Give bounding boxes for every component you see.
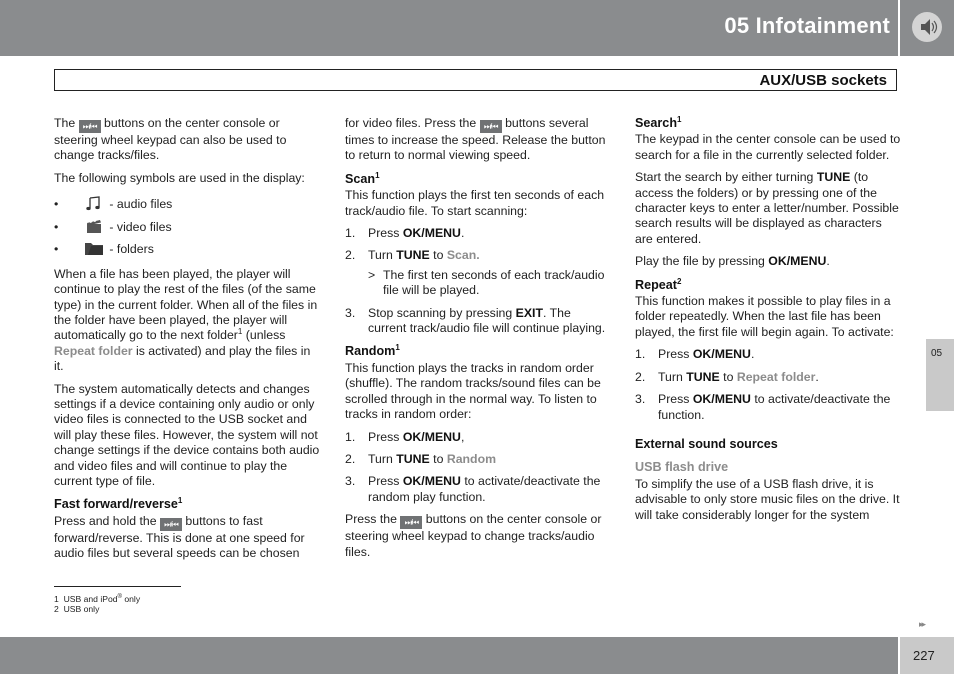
scan-steps <box>345 226 611 264</box>
next-prev-buttons-icon: ⏭/⏮ <box>480 120 502 133</box>
heading-fast-forward: Fast forward/reverse$^1$ <box>54 496 183 512</box>
footer-bar <box>0 637 898 674</box>
heading-repeat: Repeat$^2$ <box>635 276 682 292</box>
list-item: 3. Press OK/MENU to activate/deactivate the random play function. <box>345 474 601 504</box>
text: Press the <box>345 512 401 527</box>
list-item: 1. Press OK/MENU. <box>345 226 465 241</box>
list-item-label: - audio files <box>106 197 173 212</box>
paragraph: To simplify the use of a USB flash drive, it is advisable to only store music files on the drive. It will take considerably longer for the system <box>635 476 900 522</box>
text: Press and hold the <box>54 513 160 528</box>
chapter-header-bar <box>0 0 898 56</box>
list-item: • - video files <box>54 219 172 234</box>
column-2 <box>345 116 611 567</box>
paragraph <box>54 514 322 562</box>
footnote: 2 USB only <box>54 603 100 614</box>
next-prev-buttons-icon: ⏭/⏮ <box>400 516 422 529</box>
section-title: AUX/USB sockets <box>759 72 887 89</box>
text: (unless <box>242 328 286 343</box>
paragraph: Play the file by pressing OK/MENU. <box>635 254 830 269</box>
footnote-divider <box>54 586 181 587</box>
paragraph: This function plays the first ten seconds of each track/audio file. To start scanning: <box>345 188 605 218</box>
text: for video files. Press the <box>345 116 480 130</box>
footnote-ref: 1 <box>237 327 243 337</box>
chapter-icon-box <box>900 0 954 56</box>
list-item: • - audio files <box>54 197 173 212</box>
heading-random: Random$^1$ <box>345 343 400 359</box>
list-item: 1. Press OK/MENU, <box>345 429 465 444</box>
list-item: 2. Turn TUNE to Random <box>345 451 497 466</box>
paragraph <box>54 116 322 164</box>
text: buttons several times to increase the speed. Release the button to return to normal viewing speed. <box>345 116 606 163</box>
next-page-arrows-icon: ▸▸ <box>919 619 925 629</box>
paragraph <box>345 512 611 560</box>
heading-search: Search$^1$ <box>635 114 682 130</box>
next-prev-buttons-icon: ⏭/⏮ <box>79 120 101 133</box>
list-item: • - folders <box>54 242 154 257</box>
heading-usb-flash-drive: USB flash drive <box>635 460 729 475</box>
footnotes <box>54 592 140 614</box>
text: buttons on the center console or steering wheel keypad can also be used to change tracks/files. <box>54 116 287 163</box>
paragraph: The keypad in the center console can be used to search for a file in the currently selected folder. <box>635 132 901 162</box>
next-prev-buttons-icon: ⏭/⏮ <box>160 518 182 531</box>
text: buttons on the center console or steering wheel keypad to change tracks/audio files. <box>345 512 602 559</box>
text: The <box>54 116 79 130</box>
chapter-tab-label: 05 <box>931 348 943 359</box>
page-number: 227 <box>913 648 935 663</box>
audio-file-icon <box>84 196 104 211</box>
page-number-box <box>900 637 954 674</box>
text: buttons to fast forward/reverse. This is done at one speed for audio files but several speeds can be chosen <box>54 513 305 561</box>
paragraph: The system automatically detects and changes settings if a device containing only audio or only video files is connected to the USB socket and will play these files. However, the system will not change settings if the device contains both audio and video files and will continue to play the current type of file. <box>54 381 320 488</box>
paragraph: The following symbols are used in the display: <box>54 170 305 185</box>
repeat-steps <box>635 347 902 423</box>
column-1 <box>54 116 322 569</box>
symbol-list <box>54 193 322 261</box>
chapter-title: 05 Infotainment <box>724 13 890 38</box>
heading-scan: Scan$^1$ <box>345 170 380 186</box>
scan-steps-cont <box>345 306 611 337</box>
heading-external-sources: External sound sources <box>635 436 778 451</box>
paragraph: Start the search by either turning TUNE (to access the folders) or by pressing one of the character keys to enter a letter/number. Possible search results will be displayed as characters are entered. <box>635 170 899 246</box>
section-title-box <box>54 69 897 91</box>
list-item: 2. Turn TUNE to Repeat folder. <box>635 369 819 384</box>
list-item: 3. Stop scanning by pressing EXIT. The current track/audio file will continue playing. <box>345 305 606 336</box>
list-item: 2. Turn TUNE to Scan. <box>345 248 480 263</box>
list-item: 1. Press OK/MENU. <box>635 347 755 362</box>
list-item: 3. Press OK/MENU to activate/deactivate the function. <box>635 392 891 422</box>
speaker-icon <box>912 12 942 42</box>
menu-option-ref: Repeat folder <box>54 343 133 358</box>
list-item-label: - folders <box>106 242 154 257</box>
text: When a file has been played, the player will continue to play the rest of the files (of the same type) in the current folder. When all of the files in the folder have been played, the player will automatically go to the next folder <box>54 266 318 343</box>
chapter-side-tab[interactable] <box>926 339 954 411</box>
text: is activated) and play the files in it. <box>54 343 311 374</box>
paragraph <box>54 267 322 375</box>
paragraph: This function makes it possible to play files in a folder repeatedly. When the last file has been played, the first file will begin again. To activate: <box>635 294 894 339</box>
list-item-label: - video files <box>106 219 172 234</box>
video-file-icon <box>84 219 104 234</box>
result-note: > The first ten seconds of each track/audio file will be played. <box>368 267 605 298</box>
footnote: 1 USB and iPod® only <box>54 593 141 604</box>
folder-icon <box>84 241 104 256</box>
random-steps <box>345 430 611 506</box>
paragraph: This function plays the tracks in random order (shuffle). The random tracks/sound files can be scrolled through in the normal way. To listen to tracks in random order: <box>345 360 601 422</box>
column-3 <box>635 116 902 530</box>
paragraph <box>345 116 611 164</box>
